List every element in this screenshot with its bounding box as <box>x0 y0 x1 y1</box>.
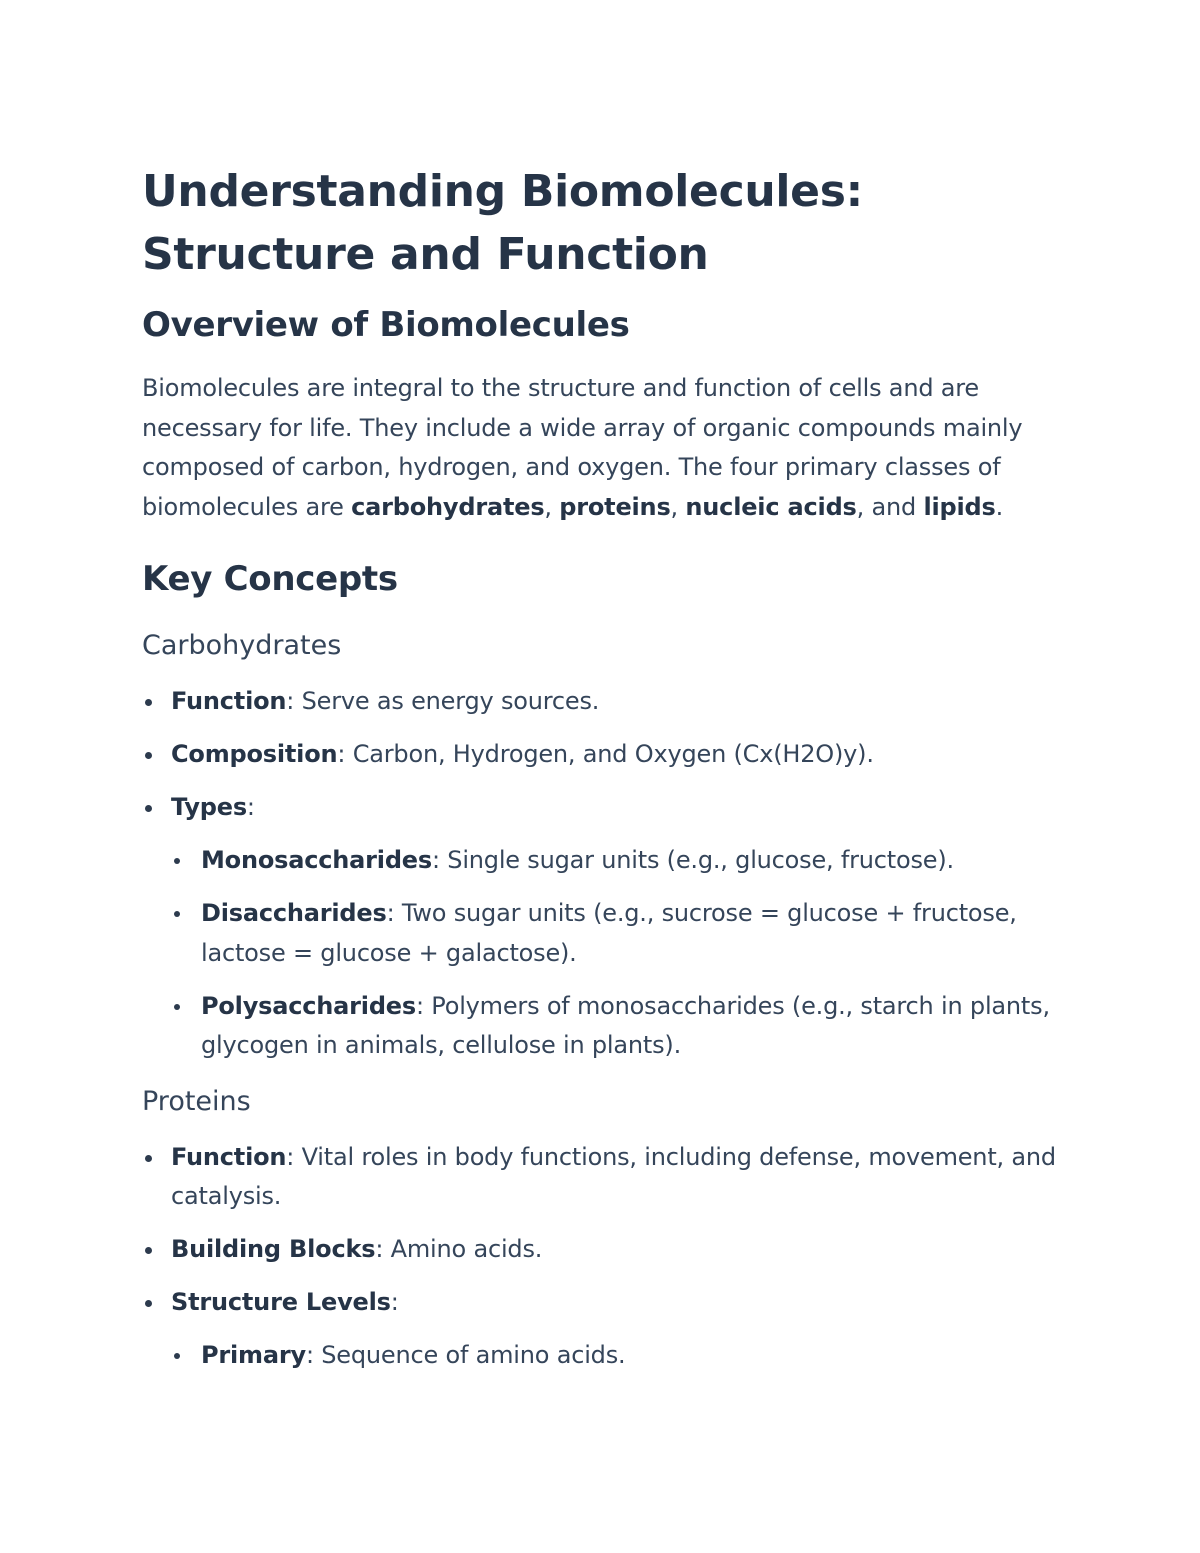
list-item <box>171 841 1062 881</box>
class-nucleic-acids: nucleic acids <box>685 492 857 521</box>
item-term: Monosaccharides <box>201 846 432 874</box>
item-text: : <box>390 1288 399 1316</box>
class-proteins: proteins <box>559 492 671 521</box>
list-item <box>171 1336 1062 1376</box>
list-item <box>142 1138 1062 1217</box>
carbohydrate-types-list <box>171 841 1062 1066</box>
separator: , <box>544 492 560 521</box>
list-item <box>171 987 1062 1066</box>
item-term: Building Blocks <box>171 1235 376 1263</box>
document-page <box>142 160 1062 1389</box>
document-title: Understanding Biomolecules: Structure and Function <box>142 166 863 280</box>
item-text: : Amino acids. <box>375 1235 543 1263</box>
overview-heading: Overview of Biomolecules <box>142 305 630 345</box>
item-text: : <box>246 793 255 821</box>
key-concepts-heading: Key Concepts <box>142 559 398 599</box>
class-lipids: lipids <box>923 492 996 521</box>
list-item <box>171 894 1062 973</box>
list-item <box>142 788 1062 1066</box>
proteins-list <box>142 1138 1062 1376</box>
item-text: : Polymers of monosaccharides (e.g., starch in plants, glycogen in animals, cellulose in plants). <box>201 991 1050 1059</box>
list-item <box>142 1283 1062 1376</box>
separator: , and <box>856 492 924 521</box>
proteins-heading: Proteins <box>142 1085 251 1117</box>
list-item <box>142 682 1062 722</box>
item-text: : Vital roles in body functions, including defense, movement, and catalysis. <box>171 1142 1056 1210</box>
period: . <box>995 492 1004 521</box>
item-term: Disaccharides <box>201 899 387 927</box>
item-text: : Two sugar units (e.g., sucrose = glucose + fructose, lactose = glucose + galactose). <box>201 899 1017 967</box>
item-term: Function <box>171 1142 287 1171</box>
list-item <box>142 1230 1062 1270</box>
protein-structure-levels-list <box>171 1336 1062 1376</box>
item-term: Structure Levels <box>171 1288 391 1316</box>
overview-text: Biomolecules are integral to the structure and function of cells and are necessary for life. They include a wide array of organic compounds mainly composed of carbon, hydrogen, and oxygen. The four primary classes of biomolecules are <box>142 374 1023 521</box>
item-text: : Carbon, Hydrogen, and Oxygen (Cx(H2O)y). <box>337 740 874 768</box>
item-text: : Sequence of amino acids. <box>305 1341 626 1369</box>
item-term: Primary <box>201 1341 306 1369</box>
item-text: : Single sugar units (e.g., glucose, fructose). <box>431 846 954 874</box>
overview-paragraph <box>142 369 1062 527</box>
class-carbohydrates: carbohydrates <box>351 492 545 521</box>
item-term: Function <box>171 687 287 715</box>
item-term: Composition <box>171 740 338 768</box>
item-term: Types <box>171 793 247 821</box>
item-text: : Serve as energy sources. <box>286 687 600 715</box>
item-term: Polysaccharides <box>201 991 416 1020</box>
carbohydrates-list <box>142 682 1062 1066</box>
separator: , <box>670 492 686 521</box>
list-item <box>142 735 1062 775</box>
carbohydrates-heading: Carbohydrates <box>142 630 342 661</box>
